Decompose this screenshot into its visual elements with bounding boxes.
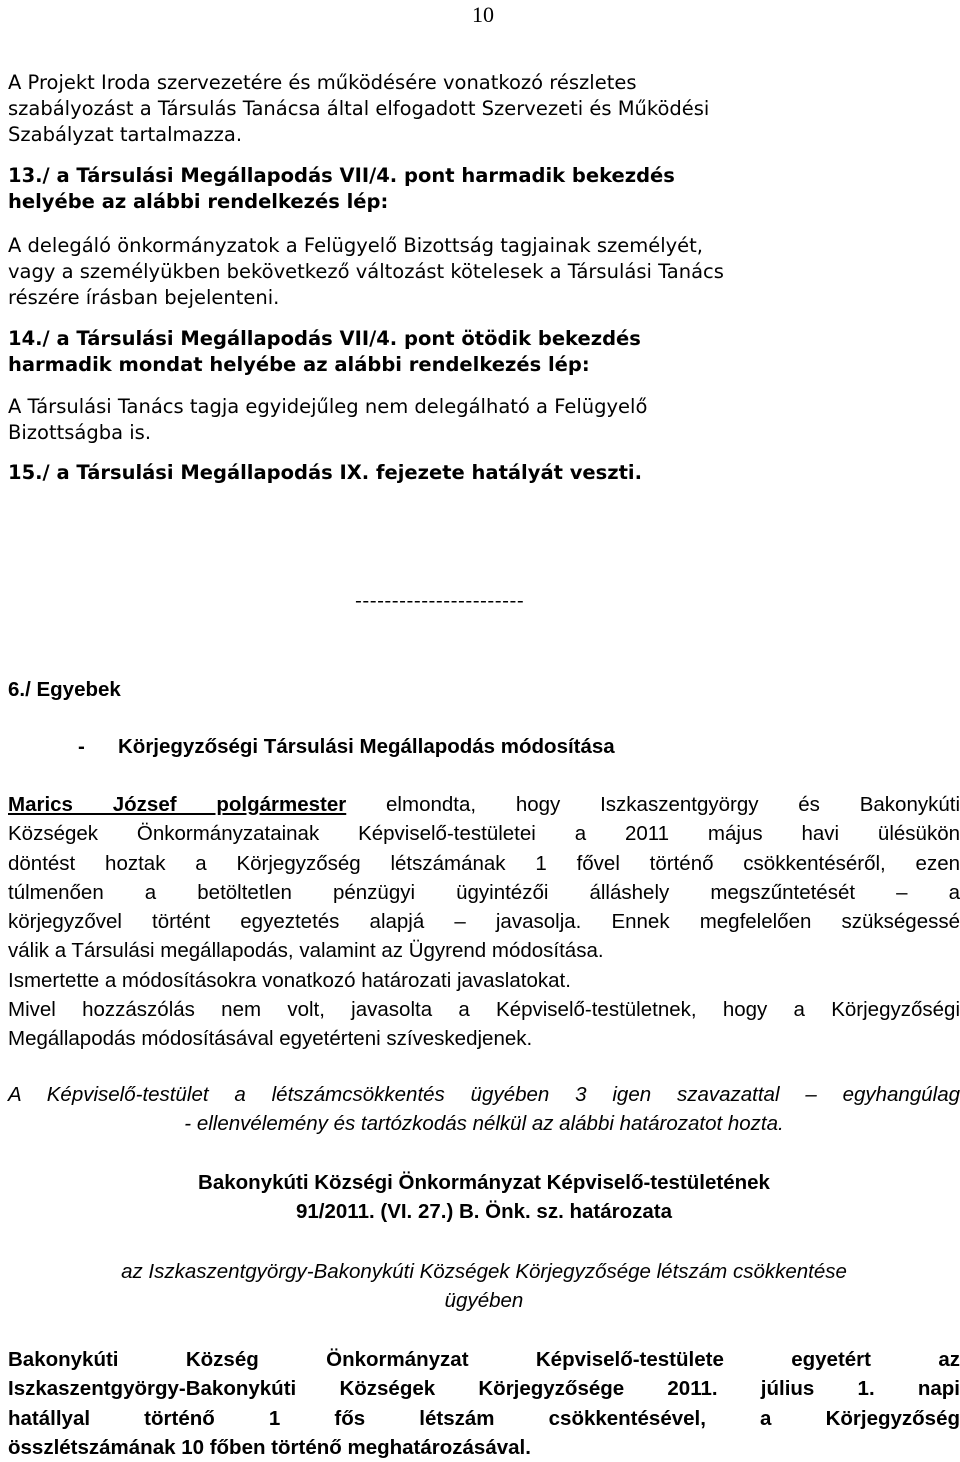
page-number: 10 bbox=[472, 2, 494, 27]
resolution-body-line: hatállyal történő 1 fős létszám csökkentésével, a Körjegyzőség bbox=[8, 1406, 960, 1430]
speaker-name: Marics József polgármester bbox=[8, 793, 347, 816]
section-title: 6./ Egyebek bbox=[8, 678, 121, 701]
separator-line: ----------------------- bbox=[355, 590, 525, 612]
item-13-body-line: vagy a személyükben bekövetkező változást kötelesek a Társulási Tanács bbox=[8, 260, 724, 283]
item-13-heading-line: 13./ a Társulási Megállapodás VII/4. pont harmadik bekezdés bbox=[8, 164, 675, 187]
resolution-subject-line-2: ügyében bbox=[444, 1289, 524, 1313]
item-14-body-line: Bizottságba is. bbox=[8, 421, 152, 444]
resolution-subject bbox=[8, 1257, 960, 1316]
intro-line: szabályozást a Társulás Tanácsa által elfogadott Szervezeti és Működési bbox=[8, 97, 710, 120]
vote-line-2: - ellenvélemény és tartózkodás nélkül az alábbi határozatot hozta. bbox=[184, 1112, 784, 1136]
intro-paragraph bbox=[8, 70, 956, 148]
vote-line-1: A Képviselő-testület a létszámcsökkentés ügyében 3 igen szavazattal – egyhangúlag bbox=[8, 1083, 960, 1106]
speech-paragraph bbox=[8, 790, 960, 1054]
item-15-heading-line: 15./ a Társulási Megállapodás IX. fejezete hatályát veszti. bbox=[8, 461, 643, 484]
speech-line: válik a Társulási megállapodás, valamint az Ügyrend módosítása. bbox=[8, 939, 604, 963]
item-13-heading-line: helyébe az alábbi rendelkezés lép: bbox=[8, 190, 389, 213]
bullet-title: Körjegyzőségi Társulási Megállapodás módosítása bbox=[118, 735, 615, 758]
bullet-dash: - bbox=[78, 735, 85, 758]
vote-statement bbox=[8, 1080, 960, 1139]
item-13-body-line: A delegáló önkormányzatok a Felügyelő Bizottság tagjainak személyét, bbox=[8, 234, 704, 257]
item-14-heading-line: harmadik mondat helyébe az alábbi rendelkezés lép: bbox=[8, 353, 590, 376]
resolution-body-line: Iszkaszentgyörgy-Bakonykúti Községek Körjegyzősége 2011. július 1. napi bbox=[8, 1377, 960, 1401]
speech-line: Községek Önkormányzatainak Képviselő-testületei a 2011 május havi ülésükön bbox=[8, 822, 960, 846]
speech-line: körjegyzővel történt egyeztetés alapjá – javasolja. Ennek megfelelően szükségessé bbox=[8, 910, 960, 934]
intro-line: A Projekt Iroda szervezetére és működésére vonatkozó részletes bbox=[8, 71, 637, 94]
item-15-heading bbox=[8, 460, 956, 486]
item-13-body-line: részére írásban bejelenteni. bbox=[8, 286, 280, 309]
resolution-title bbox=[8, 1168, 960, 1227]
speech-line: túlmenően a betöltetlen pénzügyi ügyintézői álláshely megszűntetését – a bbox=[8, 880, 960, 904]
item-14-heading bbox=[8, 326, 956, 378]
resolution-body bbox=[8, 1345, 960, 1462]
item-14-body-line: A Társulási Tanács tagja egyidejűleg nem delegálható a Felügyelő bbox=[8, 395, 648, 418]
speech-line: Mivel hozzászólás nem volt, javasolta a Képviselő-testületnek, hogy a Körjegyzőségi bbox=[8, 998, 960, 1022]
speech-first-line-rest: elmondta, hogy Iszkaszentgyörgy és Bakonykúti bbox=[346, 793, 960, 816]
speech-line: Ismertette a módosításokra vonatkozó határozati javaslatokat. bbox=[8, 968, 571, 992]
intro-line: Szabályzat tartalmazza. bbox=[8, 123, 243, 146]
speech-line: Megállapodás módosításával egyetérteni szíveskedjenek. bbox=[8, 1027, 533, 1051]
item-13-body bbox=[8, 233, 956, 311]
speech-line: döntést hoztak a Körjegyzőség létszámának 1 fővel történő csökkentéséről, ezen bbox=[8, 851, 960, 875]
speech-first-line bbox=[8, 790, 960, 819]
resolution-title-line-2: 91/2011. (VI. 27.) B. Önk. sz. határozata bbox=[296, 1200, 672, 1224]
resolution-body-line: összlétszámának 10 főben történő meghatározásával. bbox=[8, 1435, 531, 1459]
resolution-title-line-1: Bakonykúti Községi Önkormányzat Képviselő-testületének bbox=[198, 1171, 770, 1194]
item-13-heading bbox=[8, 163, 956, 215]
item-14-heading-line: 14./ a Társulási Megállapodás VII/4. pont ötödik bekezdés bbox=[8, 327, 641, 350]
resolution-subject-line-1: az Iszkaszentgyörgy-Bakonykúti Községek Körjegyzősége létszám csökkentése bbox=[121, 1260, 847, 1283]
item-14-body bbox=[8, 394, 956, 446]
resolution-body-line: Bakonykúti Község Önkormányzat Képviselő-testülete egyetért az bbox=[8, 1348, 960, 1371]
